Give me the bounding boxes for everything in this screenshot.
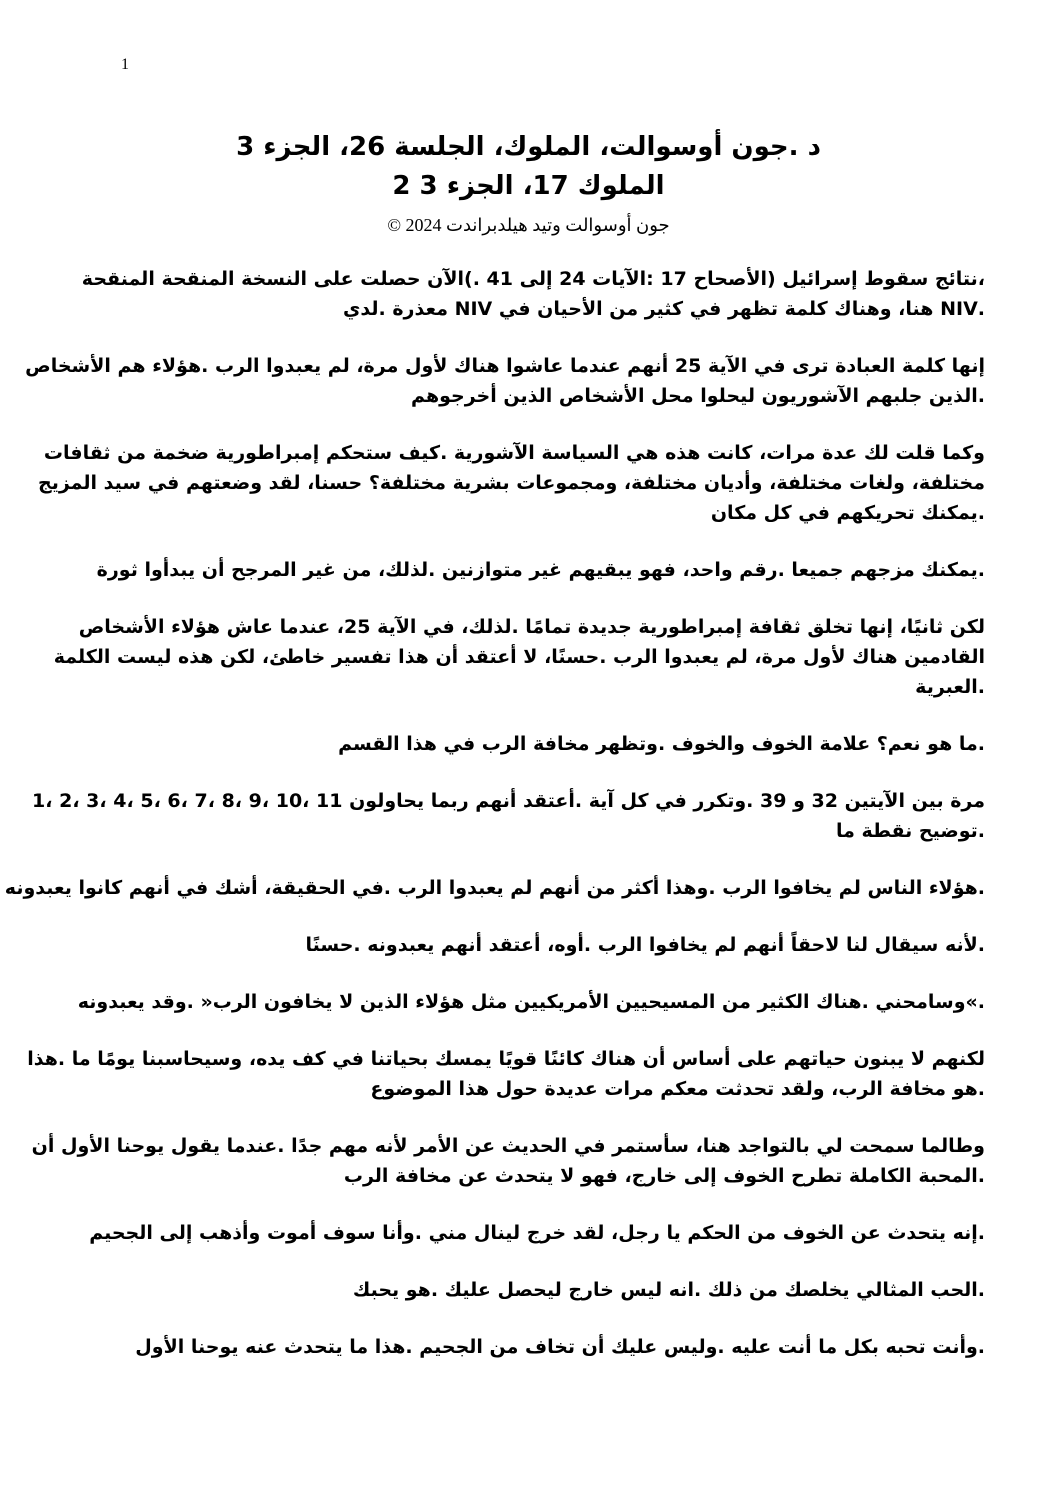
text-line: .»وسامحني .هناك الكثير من المسيحيين الأمريكيين مثل هؤلاء الذين لا يخافون الرب« .وقد يعبدونه <box>77 991 985 1013</box>
document-title-line-2: الملوك 17، الجزء 3 2 <box>392 171 665 201</box>
text-line: إنها كلمة العبادة ترى في الآية 25 أنهم عندما عاشوا هناك لأول مرة، لم يعبدوا الرب .هؤلاء هم الأشخاص <box>25 355 985 377</box>
text-line: .العبرية <box>915 676 985 698</box>
text-line: ،نتائج سقوط إسرائيل (الأصحاح 17 :الآيات 24 إلى 41 .)الآن حصلت على النسخة المنقحة المنقحة <box>81 268 985 290</box>
text-line: .NIV هنا، وهناك كلمة تظهر في كثير من الأحيان في NIV معذرة .لدي <box>342 298 985 320</box>
paragraph <box>4 873 985 903</box>
text-line: القادمين هناك لأول مرة، لم يعبدوا الرب .حسنًا، لا أعتقد أن هذا تفسير خاطئ، لكن هذه ليست الكلمة <box>53 646 985 668</box>
text-line: لكن ثانيًا، إنها تخلق ثقافة إمبراطورية جديدة تمامًا .لذلك، في الآية 25، عندما عاش هؤلاء الأشخاص <box>78 616 985 638</box>
text-line: لكنهم لا يبنون حياتهم على أساس أن هناك كائنًا قويًا يمسك بحياتنا في كف يده، وسيحاسبنا يومًا ما .هذا <box>27 1048 985 1070</box>
page-number: 1 <box>121 56 129 73</box>
text-line: .المحبة الكاملة تطرح الخوف إلى خارج، فهو لا يتحدث عن مخافة الرب <box>343 1165 985 1187</box>
text-line: .يمكنك تحريكهم في كل مكان <box>710 502 985 524</box>
text-line: .هو مخافة الرب، ولقد تحدثت معكم مرات عديدة حول هذا الموضوع <box>370 1078 985 1100</box>
text-line: .الحب المثالي يخلصك من ذلك .انه ليس خارج ليحصل عليك .هو يحبك <box>352 1279 985 1301</box>
paragraph <box>72 1275 985 1305</box>
paragraph <box>32 786 985 846</box>
text-line: .وأنت تحبه بكل ما أنت عليه .وليس عليك أن تخاف من الجحيم .هذا ما يتحدث عنه يوحنا الأول <box>135 1336 985 1358</box>
paragraph <box>72 729 985 759</box>
text-line: .ما هو نعم؟ علامة الخوف والخوف .وتظهر مخافة الرب في هذا القسم <box>338 733 985 755</box>
paragraph <box>31 1131 985 1191</box>
paragraph <box>72 555 985 585</box>
text-line: .توضيح نقطة ما <box>835 820 985 842</box>
paragraph <box>53 612 985 702</box>
text-line: .هؤلاء الناس لم يخافوا الرب .وهذا أكثر من أنهم لم يعبدوا الرب .في الحقيقة، أشك في أنهم كانوا يعبدونه <box>4 877 985 899</box>
document-title-line-1: د .جون أوسوالت، الملوك، الجلسة 26، الجزء 3 <box>236 132 821 162</box>
text-line: مختلفة، ولغات مختلفة، وأديان مختلفة، ومجموعات بشرية مختلفة؟ حسنا، لقد وضعتهم في سيد المزيج <box>38 472 985 494</box>
text-line: مرة بين الآيتين 32 و 39 .وتكرر في كل آية .أعتقد أنهم ربما يحاولون 11 ،10 ،9 ،8 ،7 ،6 ،5 ،4 ،3 ،2 ،1 <box>32 790 985 812</box>
paragraph <box>72 930 985 960</box>
text-line: .يمكنك مزجهم جميعا .رقم واحد، فهو يبقيهم غير متوازنين .لذلك، من غير المرجح أن يبدأوا ثورة <box>96 559 985 581</box>
copyright-line: جون أوسوالت وتيد هيلدبراندت 2024 © <box>387 215 670 235</box>
text-line: .إنه يتحدث عن الخوف من الحكم يا رجل، لقد خرج لينال مني .وأنا سوف أموت وأذهب إلى الجحيم <box>89 1222 985 1244</box>
document-content <box>4 128 985 1389</box>
text-line: .الذين جلبهم الآشوريون ليحلوا محل الأشخاص الذين أخرجوهم <box>411 385 985 407</box>
text-line: وطالما سمحت لي بالتواجد هنا، سأستمر في الحديث عن الأمر لأنه مهم جدًا .عندما يقول يوحنا الأول أن <box>31 1135 985 1157</box>
text-line: وكما قلت لك عدة مرات، كانت هذه هي السياسة الآشورية .كيف ستحكم إمبراطورية ضخمة من ثقافات <box>43 442 985 464</box>
paragraph <box>72 264 985 324</box>
body-paragraphs <box>4 264 985 1362</box>
paragraph <box>38 438 985 528</box>
paragraph <box>72 1332 985 1362</box>
text-line: .لأنه سيقال لنا لاحقاً أنهم لم يخافوا الرب .أوه، أعتقد أنهم يعبدونه .حسنًا <box>305 934 985 956</box>
paragraph <box>25 351 985 411</box>
paragraph <box>72 1218 985 1248</box>
paragraph <box>72 987 985 1017</box>
paragraph <box>27 1044 985 1104</box>
